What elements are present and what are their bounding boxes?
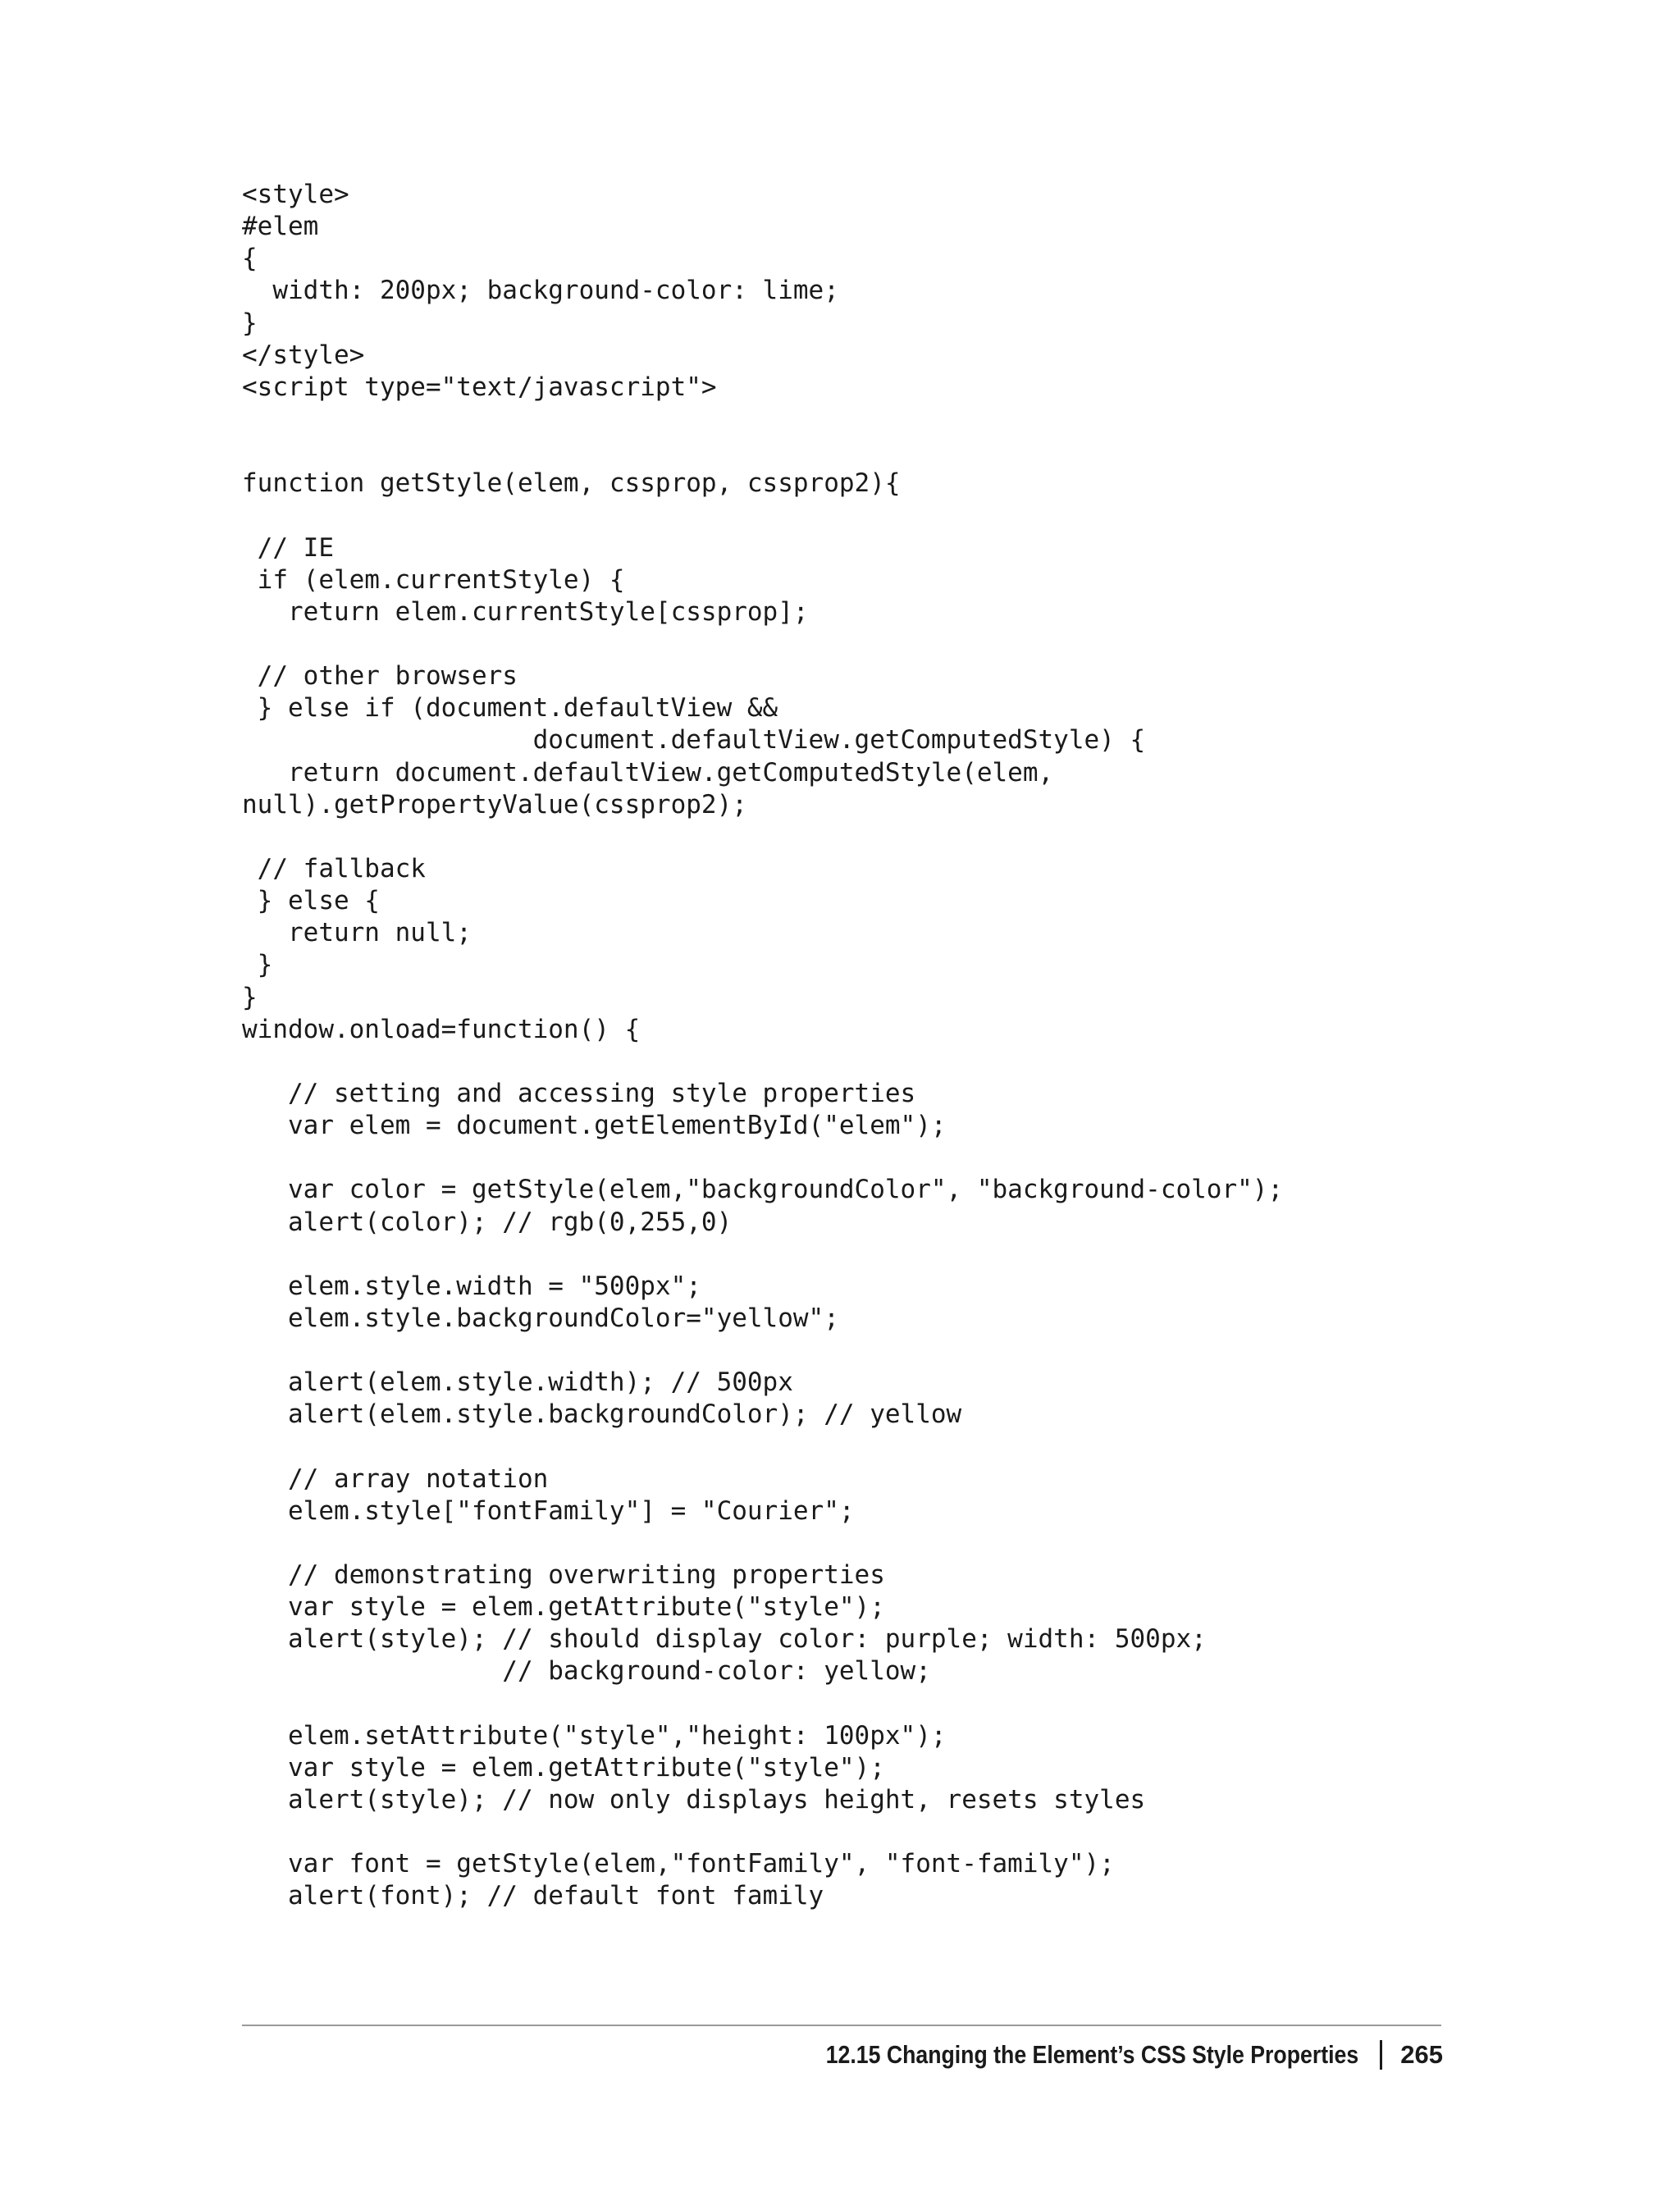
- code-line: // fallback: [242, 853, 426, 883]
- code-line: width: 200px; background-color: lime;: [242, 276, 839, 306]
- code-line: </style>: [242, 340, 365, 370]
- code-line: var style = elem.getAttribute("style");: [242, 1592, 885, 1623]
- code-line: [242, 821, 1440, 853]
- code-line: // demonstrating overwriting properties: [242, 1560, 885, 1591]
- code-line: }: [242, 982, 258, 1012]
- code-line: [242, 1142, 1440, 1174]
- code-line: <style>: [242, 180, 349, 209]
- code-line: // array notation: [242, 1463, 549, 1494]
- code-line: var style = elem.getAttribute("style");: [242, 1752, 885, 1783]
- code-line: [242, 1335, 1440, 1367]
- code-line: [242, 1046, 1440, 1078]
- code-line: window.onload=function() {: [242, 1014, 641, 1044]
- code-line: return elem.currentStyle[cssprop];: [242, 596, 809, 627]
- page-number: 265: [1400, 2040, 1443, 2069]
- code-line: elem.style["fontFamily"] = "Courier";: [242, 1495, 855, 1526]
- code-line: document.defaultView.getComputedStyle) {: [242, 725, 1146, 756]
- code-line: alert(elem.style.backgroundColor); // yellow: [242, 1399, 962, 1430]
- code-line: } else {: [242, 886, 380, 916]
- code-line: var elem = document.getElementById("elem");: [242, 1111, 947, 1141]
- code-line: // setting and accessing style properties: [242, 1078, 916, 1108]
- code-line: alert(style); // should display color: purple; width: 500px;: [242, 1624, 1207, 1655]
- code-line: } else if (document.defaultView &&: [242, 693, 778, 724]
- code-line: // background-color: yellow;: [242, 1656, 931, 1687]
- code-line: function getStyle(elem, cssprop, cssprop2){: [242, 468, 901, 499]
- code-line: null).getPropertyValue(cssprop2);: [242, 789, 747, 819]
- code-line: [242, 1527, 1440, 1559]
- code-line: alert(elem.style.width); // 500px: [242, 1367, 793, 1398]
- code-line: <script type="text/javascript">: [242, 372, 717, 402]
- code-line: alert(color); // rgb(0,255,0): [242, 1207, 733, 1237]
- code-line: alert(style); // now only displays height, resets styles: [242, 1785, 1146, 1815]
- code-line: [242, 404, 1440, 436]
- code-line: [242, 1688, 1440, 1720]
- code-line: return null;: [242, 918, 472, 948]
- code-line: [242, 1431, 1440, 1463]
- code-line: }: [242, 308, 258, 338]
- code-line: elem.style.width = "500px";: [242, 1271, 701, 1301]
- code-line: [242, 500, 1440, 532]
- code-line: [242, 436, 1440, 468]
- code-line: }: [242, 950, 273, 980]
- code-line: {: [242, 244, 258, 274]
- code-line: // other browsers: [242, 661, 518, 692]
- footer-separator: [1380, 2040, 1382, 2070]
- code-line: elem.setAttribute("style","height: 100px");: [242, 1720, 947, 1751]
- code-line: var font = getStyle(elem,"fontFamily", "font-family");: [242, 1849, 1115, 1879]
- page-footer: [739, 2034, 1443, 2075]
- code-line: [242, 1239, 1440, 1271]
- code-line: [242, 1816, 1440, 1848]
- code-line: #elem: [242, 212, 319, 242]
- code-listing: [242, 179, 1440, 1913]
- code-line: elem.style.backgroundColor="yellow";: [242, 1303, 839, 1333]
- code-line: [242, 628, 1440, 660]
- code-line: // IE: [242, 532, 334, 563]
- footer-rule: [242, 2025, 1441, 2026]
- running-footer-title: 12.15 Changing the Element’s CSS Style Properties: [825, 2040, 1359, 2069]
- code-line: alert(font); // default font family: [242, 1881, 824, 1911]
- code-line: if (elem.currentStyle) {: [242, 564, 625, 595]
- code-line: return document.defaultView.getComputedStyle(elem,: [242, 757, 1054, 788]
- code-line: var color = getStyle(elem,"backgroundColor", "background-color");: [242, 1175, 1284, 1205]
